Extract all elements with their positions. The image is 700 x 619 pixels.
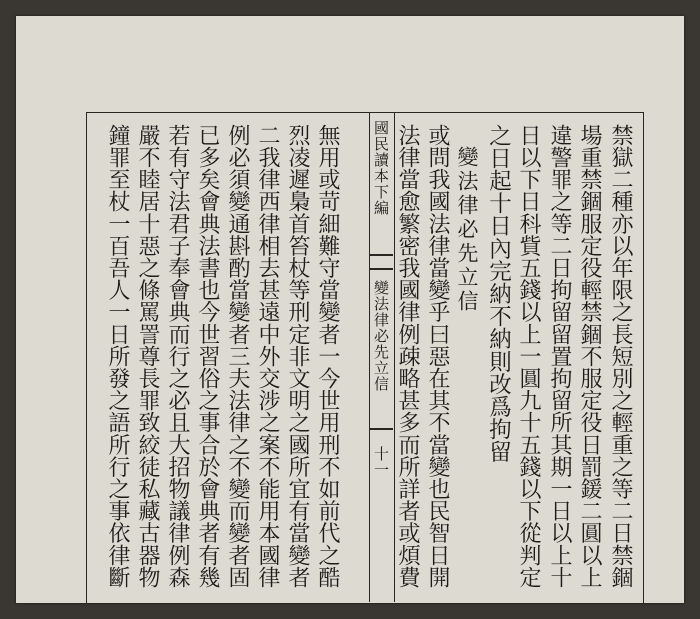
text-column-15: 嚴不睦居十惡之條罵詈尊長罪致絞徒私藏古器物 [135, 124, 160, 589]
text-column-2: 場重禁錮服定役輕禁錮不服定役日罰鍰二圓以上 [577, 124, 602, 589]
text-column-16: 鐘罪至杖一百吾人一日所發之語所行之事依律斷 [105, 124, 130, 589]
center-divider-top [370, 254, 393, 256]
text-column-3: 違警罪之等二日拘留留置拘留所其期一日以上十 [547, 124, 572, 589]
center-divider-bottom [370, 428, 393, 430]
text-column-8: 法律當愈繁密我國律例疎略甚多而所詳者或煩費 [395, 124, 420, 589]
text-column-11: 二我律西律相去甚遠中外交涉之案不能用本國律 [255, 124, 280, 589]
text-column-13: 已多矣會典法書也今世習俗之事合於會典者有幾 [195, 124, 220, 589]
center-divider-mid [370, 268, 393, 270]
center-section-title: 變法律必先立信 [372, 280, 390, 392]
text-column-10: 烈凌遲梟首笞杖等刑定非文明之國所宜有當變者 [285, 124, 310, 589]
center-page-number: 十一 [372, 446, 390, 478]
text-column-12: 例必須變通斟酌當變者三夫法律之不變而變者固 [225, 124, 250, 589]
text-column-5: 之日起十日內完納不納則改爲拘留 [485, 124, 512, 463]
text-column-1: 禁獄二種亦以年限之長短別之輕重之等二日禁錮 [608, 124, 633, 589]
text-column-9: 無用或苛細難守當變者一今世用刑不如前代之酷 [315, 124, 340, 589]
section-heading: 變法律必先立信 [455, 146, 479, 314]
page-sheet [16, 16, 684, 603]
center-header: 國民讀本下編 [372, 120, 390, 216]
text-column-7: 或問我國法律當變乎曰惡在其不當變也民智日開 [425, 124, 450, 589]
text-column-14: 若有守法君子奉會典而行之必且大招物議律例森 [165, 124, 190, 589]
text-column-4: 日以下日科貲五錢以上一圓九十五錢以下從判定 [516, 124, 541, 589]
